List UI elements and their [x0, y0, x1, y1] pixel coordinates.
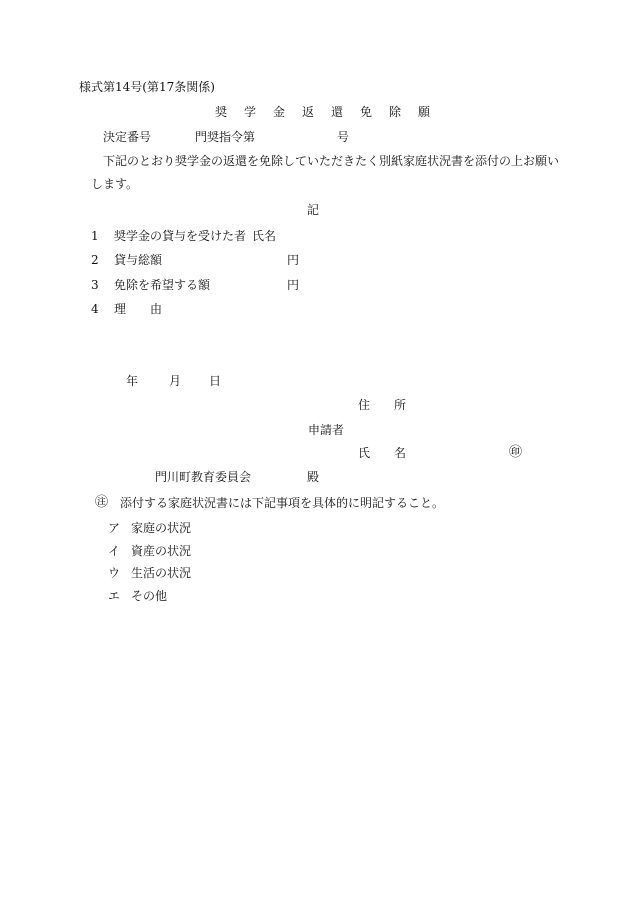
addressee-honorific: 殿	[307, 470, 320, 484]
note-text: 添付する家庭状況書には下記事項を具体的に明記すること。	[120, 496, 445, 510]
date-year: 年	[126, 374, 139, 388]
address-label: 住 所	[358, 398, 407, 412]
note-item-kana: イ	[108, 544, 121, 558]
note-mark: ㊟	[95, 495, 109, 510]
note-item-label: その他	[131, 589, 168, 603]
note-item-label: 家庭の状況	[131, 521, 192, 535]
item-unit: 円	[287, 278, 300, 292]
note-item-label: 資産の状況	[131, 544, 192, 558]
decision-number-suffix: 号	[337, 130, 350, 144]
date-day: 日	[209, 374, 222, 388]
seal-mark: ㊞	[509, 445, 523, 460]
ki-heading: 記	[307, 203, 320, 217]
name-label: 氏 名	[358, 446, 407, 460]
form-label: 様式第14号(第17条関係)	[79, 80, 215, 94]
note-item-kana: エ	[108, 589, 121, 603]
item-label: 免除を希望する額	[114, 278, 211, 292]
date-month: 月	[169, 374, 182, 388]
addressee-name: 門川町教育委員会	[155, 470, 252, 484]
applicant-label: 申請者	[308, 423, 345, 437]
intro-line-2: します。	[91, 177, 139, 191]
item-label: 貸与総額	[114, 253, 163, 267]
note-item-label: 生活の状況	[131, 566, 192, 580]
note-item-kana: ウ	[108, 566, 121, 580]
item-name-label: 氏名	[252, 229, 277, 243]
item-number: 3	[91, 278, 99, 292]
intro-line-1: 下記のとおり奨学金の返還を免除していただきたく別紙家庭状況書を添付の上お願い	[103, 154, 560, 168]
item-number: 2	[91, 253, 99, 267]
decision-number-label: 決定番号	[103, 130, 152, 144]
note-item-kana: ア	[108, 521, 121, 535]
item-label: 奨学金の貸与を受けた者	[114, 229, 247, 243]
decision-number-prefix: 門奨指令第	[195, 130, 256, 144]
form-title: 奨学金返還免除願	[215, 105, 448, 119]
item-number: 4	[91, 302, 99, 316]
item-number: 1	[91, 229, 99, 243]
item-label: 理 由	[114, 302, 163, 316]
item-unit: 円	[287, 253, 300, 267]
